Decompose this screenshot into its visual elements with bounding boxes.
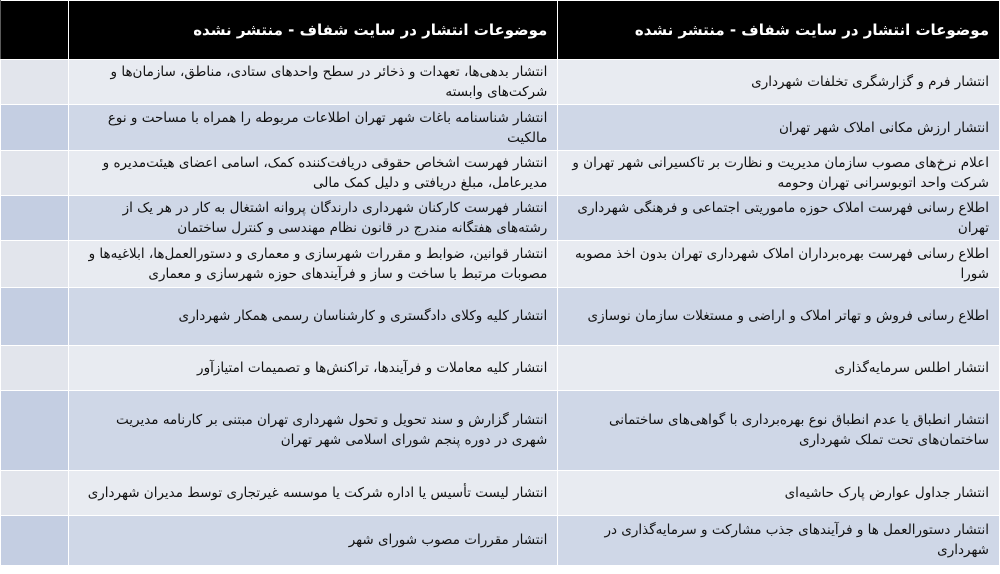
row-5-left: انتشار قوانین، ضوابط و مقررات شهرسازی و معماری و دستورالعمل‌ها، ابلاغیه‌ها و مصوبات مرتبط با ساخت و ساز و فرآیندهای حوزه شهرسازی و معماری	[68, 241, 558, 287]
table-row	[1, 471, 1000, 515]
header-left: موضوعات انتشار در سایت شفاف - منتشر نشده	[68, 1, 558, 60]
row-2-right: انتشار ارزش مکانی املاک شهر تهران	[558, 105, 1000, 150]
row-1-right: انتشار فرم و گزارشگری تخلفات شهرداری	[558, 60, 1000, 105]
row-10-stub	[1, 515, 69, 566]
row-3-right: اعلام نرخ‌های مصوب سازمان مدیریت و نظارت بر تاکسیرانی شهر تهران و شرکت واحد اتوبوسرانی تهران وحومه	[558, 150, 1000, 195]
row-4-stub	[1, 196, 69, 241]
row-6-stub	[1, 287, 69, 345]
table-row	[1, 390, 1000, 471]
row-7-stub	[1, 346, 69, 390]
header-right: موضوعات انتشار در سایت شفاف - منتشر نشده	[558, 1, 1000, 60]
header-row	[1, 1, 1000, 60]
row-2-left: انتشار شناسنامه باغات شهر تهران اطلاعات مربوطه را همراه با مساحت و نوع مالکیت	[68, 105, 558, 150]
row-8-left: انتشار گزارش و سند تحویل و تحول شهرداری تهران مبتنی بر کارنامه مدیریت شهری در دوره پنجم شورای اسلامی شهر تهران	[68, 390, 558, 471]
table-row	[1, 150, 1000, 195]
row-9-stub	[1, 471, 69, 515]
row-9-right: انتشار جداول عوارض پارک حاشیه‌ای	[558, 471, 1000, 515]
table-row	[1, 105, 1000, 150]
row-6-right: اطلاع رسانی فروش و تهاتر املاک و اراضی و مستغلات سازمان نوسازی	[558, 287, 1000, 345]
row-5-stub	[1, 241, 69, 287]
table-row	[1, 515, 1000, 566]
row-9-left: انتشار لیست تأسیس یا اداره شرکت یا موسسه غیرتجاری توسط مدیران شهرداری	[68, 471, 558, 515]
row-8-right: انتشار انطباق یا عدم انطباق نوع بهره‌برداری با گواهی‌های ساختمانی ساختمان‌های تحت تملک شهرداری	[558, 390, 1000, 471]
row-10-left: انتشار مقررات مصوب شورای شهر	[68, 515, 558, 566]
table-row	[1, 241, 1000, 287]
table-row	[1, 287, 1000, 345]
row-10-right: انتشار دستورالعمل ها و فرآیندهای جذب مشارکت و سرمایه‌گذاری در شهرداری	[558, 515, 1000, 566]
table-row	[1, 196, 1000, 241]
row-2-stub	[1, 105, 69, 150]
row-1-left: انتشار بدهی‌ها، تعهدات و ذخائر در سطح واحدهای ستادی، مناطق، سازمان‌ها و شرکت‌های وابسته	[68, 60, 558, 105]
header-stub	[1, 1, 69, 60]
row-3-left: انتشار فهرست اشخاص حقوقی دریافت‌کننده کمک، اسامی اعضای هیئت‌مدیره و مدیرعامل، مبلغ دریافتی و دلیل کمک مالی	[68, 150, 558, 195]
row-3-stub	[1, 150, 69, 195]
row-4-right: اطلاع رسانی فهرست املاک حوزه ماموریتی اجتماعی و فرهنگی شهرداری تهران	[558, 196, 1000, 241]
row-4-left: انتشار فهرست کارکنان شهرداری دارندگان پروانه اشتغال به کار در هر یک از رشته‌های هفتگانه مندرج در قانون نظام مهندسی و کنترل ساختمان	[68, 196, 558, 241]
row-7-right: انتشار اطلس سرمایه‌گذاری	[558, 346, 1000, 390]
row-5-right: اطلاع رسانی فهرست بهره‌برداران املاک شهرداری تهران بدون اخذ مصوبه شورا	[558, 241, 1000, 287]
table-row	[1, 60, 1000, 105]
row-1-stub	[1, 60, 69, 105]
row-6-left: انتشار کلیه وکلای دادگستری و کارشناسان رسمی همکار شهرداری	[68, 287, 558, 345]
row-7-left: انتشار کلیه معاملات و فرآیندها، تراکنش‌ها و تصمیمات امتیازآور	[68, 346, 558, 390]
row-8-stub	[1, 390, 69, 471]
table-row	[1, 346, 1000, 390]
